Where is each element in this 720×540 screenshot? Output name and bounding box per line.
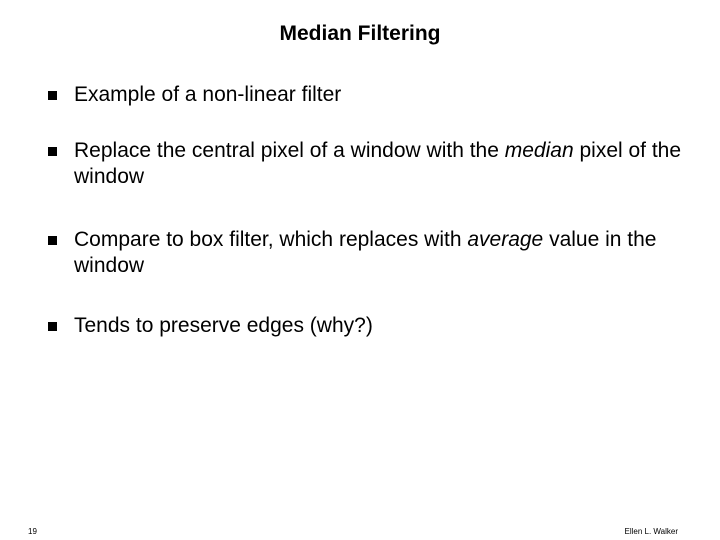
- square-bullet-icon: [48, 322, 57, 331]
- bullet-emphasis: median: [504, 139, 574, 162]
- bullet-text-part: Replace the central pixel of a window with the: [74, 139, 505, 162]
- square-bullet-icon: [48, 147, 57, 156]
- author-footer: Ellen L. Walker: [624, 527, 678, 536]
- bullet-text-part: Tends to preserve edges (why?): [74, 314, 373, 337]
- bullet-emphasis: average: [467, 228, 544, 251]
- slide-title: Median Filtering: [279, 22, 441, 45]
- bullet-item: [48, 138, 688, 190]
- bullet-text-part: pixel of the window: [74, 139, 682, 188]
- bullet-text: [74, 138, 688, 190]
- bullet-text: [74, 313, 688, 339]
- bullet-item: [48, 227, 688, 279]
- bullet-text-part: value in the window: [74, 228, 657, 277]
- slide-number: 19: [28, 527, 37, 536]
- square-bullet-icon: [48, 91, 57, 100]
- bullet-text: [74, 227, 688, 279]
- bullet-text-part: Example of a non-linear filter: [74, 83, 342, 106]
- bullet-text-part: Compare to box filter, which replaces with: [74, 228, 468, 251]
- bullet-item: [48, 82, 688, 108]
- bullet-item: [48, 313, 688, 339]
- bullet-text: [74, 82, 688, 108]
- square-bullet-icon: [48, 236, 57, 245]
